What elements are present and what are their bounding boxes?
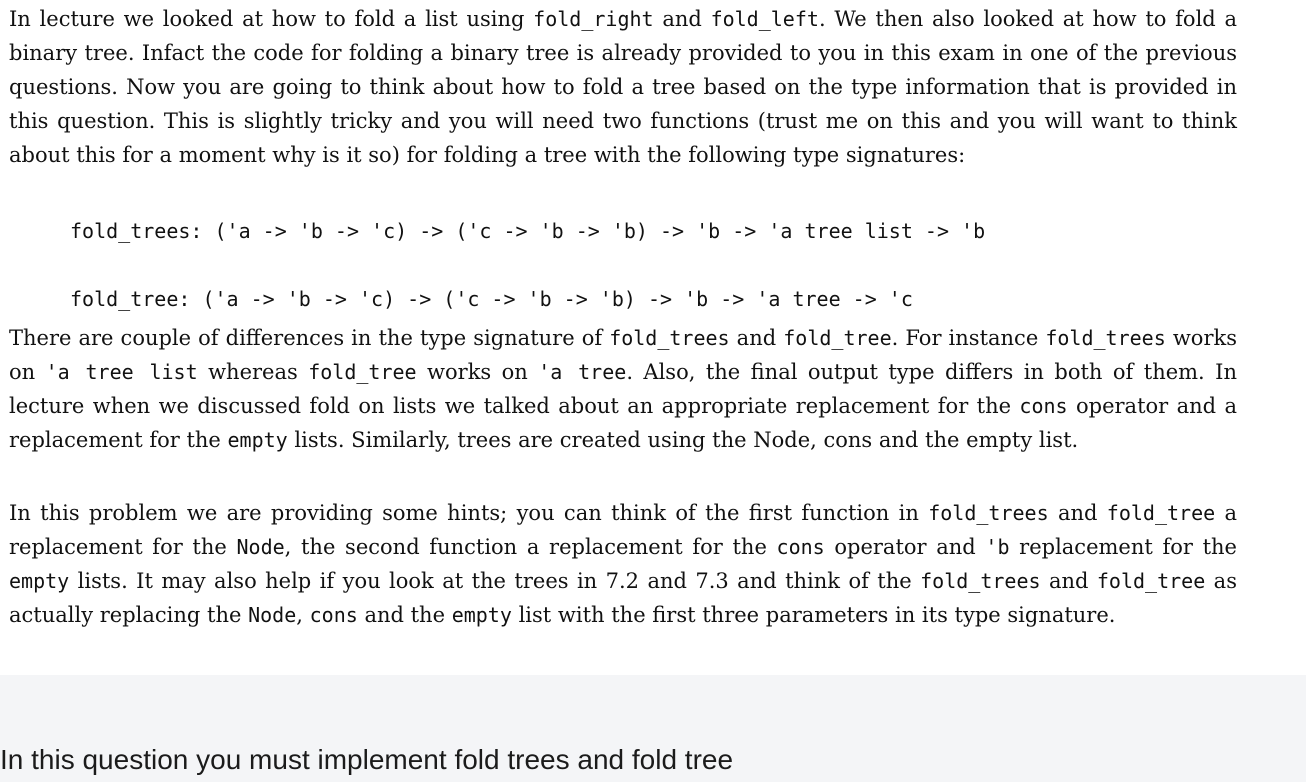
fold-trees-signature: fold_trees: ('a -> 'b -> 'c) -> ('c -> 'b -> 'b) -> 'b -> 'a tree list -> 'b [70,219,986,243]
hints-paragraph: In this problem we are providing some hints; you can think of the first function in fold_trees and fold_tree a replacement for the Node, the second function a replacement for the cons operator and 'b replacement for the empty lists. It may also help if you look at the trees in 7.2 and 7.3 and think of the fold_trees and fold_tree as actually replacing the Node, cons and the empty list with the first three parameters in its type signature. [9,501,1238,627]
differences-paragraph: There are couple of differences in the type signature of fold_trees and fold_tree. For instance fold_trees works on 'a tree list whereas fold_tree works on 'a tree. Also, the final output type differs in both of them. In lecture when we discussed fold on lists we talked about an appropriate replacement for the cons operator and a replacement for the empty lists. Similarly, trees are created using the Node, cons and the empty list. [9,326,1237,452]
intro-paragraph: In lecture we looked at how to fold a list using fold_right and fold_left. We then also looked at how to fold a binary tree. Infact the code for folding a binary tree is already provided to you in this exam in one of the previous questions. Now you are going to think about how to fold a tree based on the type information that is provided in this question. This is slightly tricky and you will need two functions (trust me on this and you will want to think about this for a moment why is it so) for folding a tree with the following type signatures: [9,7,1237,167]
code-fold-right: fold_right [533,7,654,31]
fold-tree-signature: fold_tree: ('a -> 'b -> 'c) -> ('c -> 'b -> 'b) -> 'b -> 'a tree -> 'c [70,287,913,311]
question-prompt: In this question you must implement fold trees and fold tree [0,744,734,775]
code-fold-left: fold_left [710,7,819,31]
